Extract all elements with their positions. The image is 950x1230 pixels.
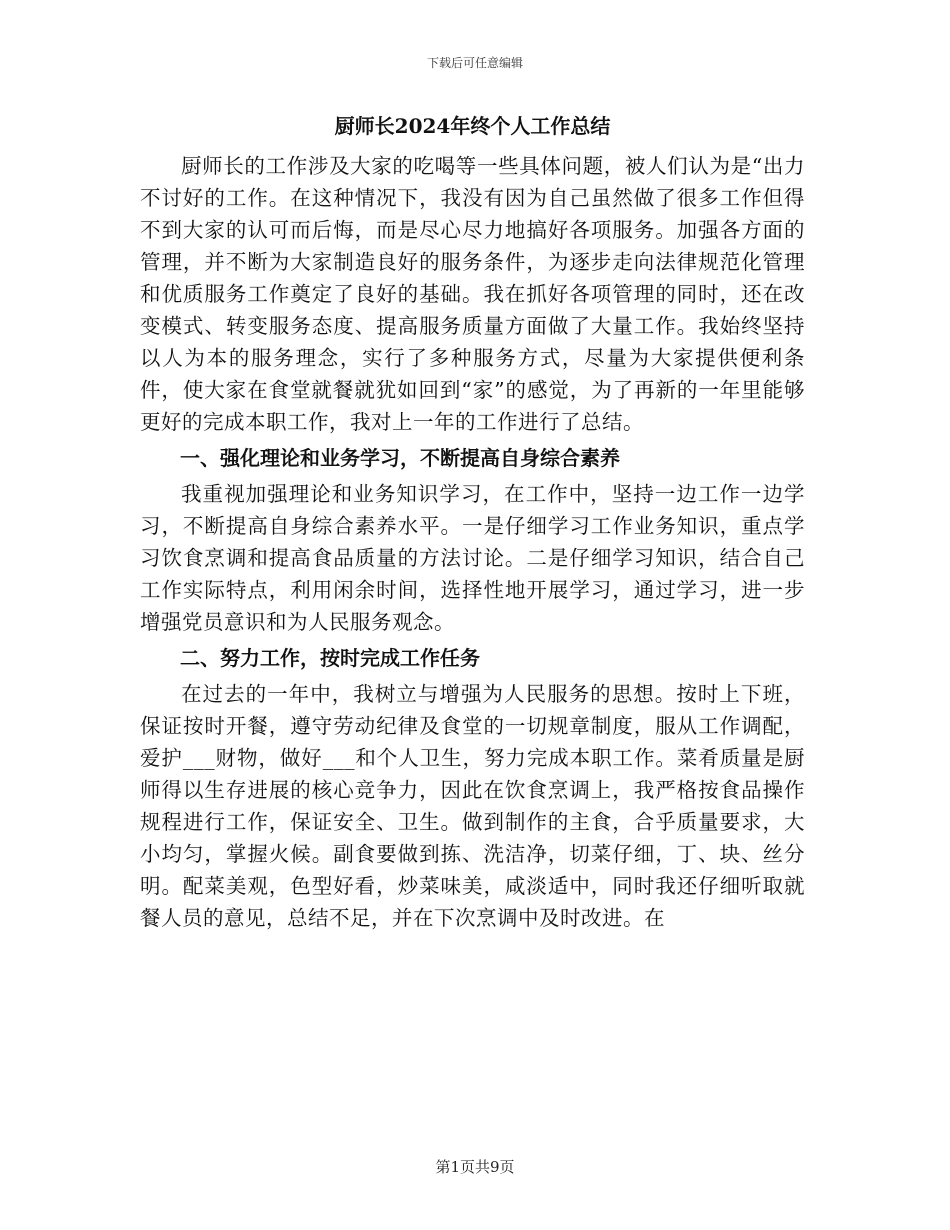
page-number-footer: 第1页共9页: [435, 1158, 515, 1176]
document-body: [140, 112, 805, 934]
page-header-note: 下载后可任意编辑: [426, 56, 523, 70]
section-1-paragraph: 我重视加强理论和业务知识学习，在工作中，坚持一边工作一边学习，不断提高自身综合素养水平。一是仔细学习工作业务知识，重点学习饮食烹调和提高食品质量的方法讨论。二是仔细学习知识，结合自己工作实际特点，利用闲余时间，选择性地开展学习，通过学习，进一步增强党员意识和为人民服务观念。: [140, 482, 805, 634]
document-title: 厨师长2024年终个人工作总结: [334, 114, 611, 138]
section-heading-2: 二、努力工作，按时完成工作任务: [180, 646, 480, 670]
section-heading-1: 一、强化理论和业务学习，不断提高自身综合素养: [180, 446, 620, 470]
section-2-paragraph: 在过去的一年中，我树立与增强为人民服务的思想。按时上下班，保证按时开餐，遵守劳动纪律及食堂的一切规章制度，服从工作调配，爱护___财物，做好___和个人卫生，努力完成本职工作。菜肴质量是厨师得以生存进展的核心竞争力，因此在饮食烹调上，我严格按食品操作规程进行工作，保证安全、卫生。做到制作的主食，合乎质量要求，大小均匀，掌握火候。副食要做到拣、洗洁净，切菜仔细，丁、块、丝分明。配菜美观，色型好看，炒菜味美，咸淡适中，同时我还仔细听取就餐人员的意见，总结不足，并在下次烹调中及时改进。在: [140, 682, 805, 930]
intro-paragraph: 厨师长的工作涉及大家的吃喝等一些具体问题，被人们认为是“出力不讨好的工作。在这种情况下，我没有因为自己虽然做了很多工作但得不到大家的认可而后悔，而是尽心尽力地搞好各项服务。加强各方面的管理，并不断为大家制造良好的服务条件，为逐步走向法律规范化管理和优质服务工作奠定了良好的基础。我在抓好各项管理的同时，还在改变模式、转变服务态度、提高服务质量方面做了大量工作。我始终坚持以人为本的服务理念，实行了多种服务方式，尽量为大家提供便利条件，使大家在食堂就餐就犹如回到“家”的感觉，为了再新的一年里能够更好的完成本职工作，我对上一年的工作进行了总结。: [140, 154, 805, 434]
